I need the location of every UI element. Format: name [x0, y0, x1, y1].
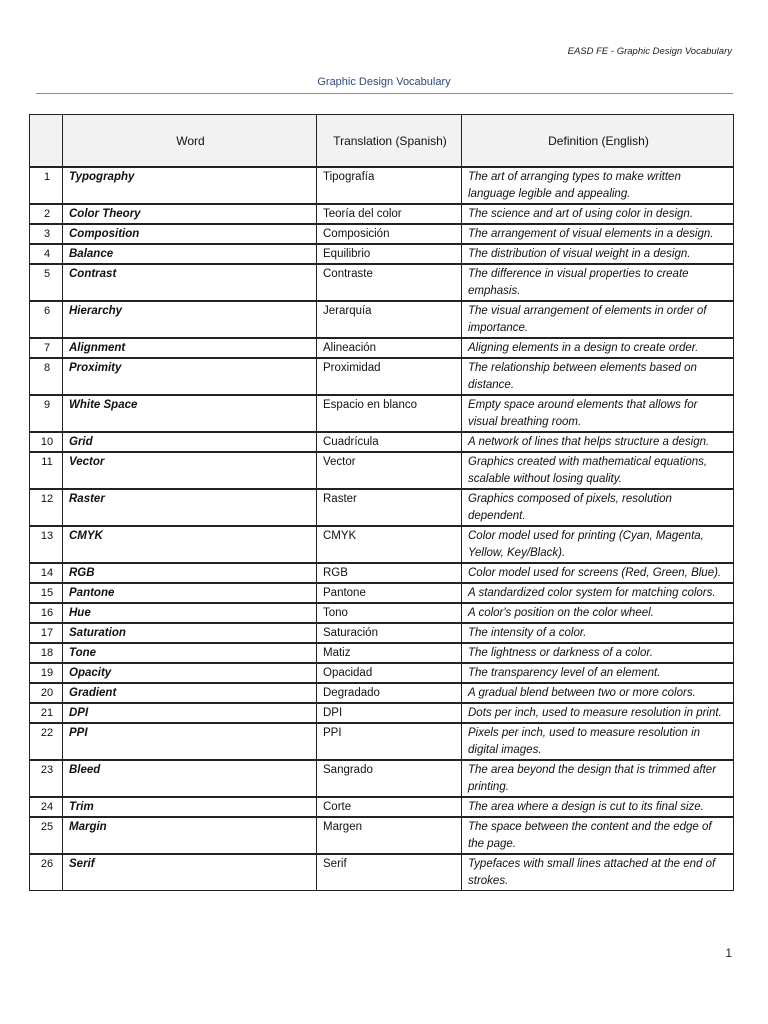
row-number: 4 — [30, 244, 63, 264]
english-definition: The distribution of visual weight in a design. — [462, 244, 734, 264]
spanish-translation: Margen — [317, 817, 462, 854]
row-number: 13 — [30, 526, 63, 563]
vocab-word: CMYK — [63, 526, 317, 563]
table-row — [30, 854, 734, 891]
row-number: 15 — [30, 583, 63, 603]
table-row — [30, 301, 734, 338]
spanish-translation: Saturación — [317, 623, 462, 643]
table-row — [30, 224, 734, 244]
english-definition: The area beyond the design that is trimmed after printing. — [462, 760, 734, 797]
english-definition: The transparency level of an element. — [462, 663, 734, 683]
english-definition: Color model used for screens (Red, Green, Blue). — [462, 563, 734, 583]
table-row — [30, 760, 734, 797]
spanish-translation: DPI — [317, 703, 462, 723]
table-row — [30, 432, 734, 452]
spanish-translation: Raster — [317, 489, 462, 526]
table-row — [30, 395, 734, 432]
table-row — [30, 264, 734, 301]
spanish-translation: PPI — [317, 723, 462, 760]
row-number: 9 — [30, 395, 63, 432]
spanish-translation: Tono — [317, 603, 462, 623]
row-number: 23 — [30, 760, 63, 797]
english-definition: Aligning elements in a design to create order. — [462, 338, 734, 358]
vocab-word: Proximity — [63, 358, 317, 395]
spanish-translation: Composición — [317, 224, 462, 244]
table-row — [30, 489, 734, 526]
vocab-word: Saturation — [63, 623, 317, 643]
english-definition: The difference in visual properties to create emphasis. — [462, 264, 734, 301]
spanish-translation: Corte — [317, 797, 462, 817]
row-number: 22 — [30, 723, 63, 760]
table-header-row — [30, 115, 734, 168]
vocab-word: Bleed — [63, 760, 317, 797]
row-number: 10 — [30, 432, 63, 452]
table-row — [30, 643, 734, 663]
english-definition: Typefaces with small lines attached at the end of strokes. — [462, 854, 734, 891]
english-definition: The visual arrangement of elements in order of importance. — [462, 301, 734, 338]
spanish-translation: Opacidad — [317, 663, 462, 683]
table-row — [30, 338, 734, 358]
english-definition: A gradual blend between two or more colors. — [462, 683, 734, 703]
page-number: 1 — [725, 946, 732, 960]
vocab-word: DPI — [63, 703, 317, 723]
vocab-word: Pantone — [63, 583, 317, 603]
vocab-word: PPI — [63, 723, 317, 760]
row-number: 7 — [30, 338, 63, 358]
spanish-translation: Vector — [317, 452, 462, 489]
vocab-word: Composition — [63, 224, 317, 244]
column-header-definition: Definition (English) — [462, 115, 734, 168]
spanish-translation: Cuadrícula — [317, 432, 462, 452]
row-number: 25 — [30, 817, 63, 854]
table-row — [30, 623, 734, 643]
row-number: 21 — [30, 703, 63, 723]
english-definition: The space between the content and the edge of the page. — [462, 817, 734, 854]
table-row — [30, 603, 734, 623]
table-row — [30, 723, 734, 760]
vocab-word: Hierarchy — [63, 301, 317, 338]
english-definition: A standardized color system for matching colors. — [462, 583, 734, 603]
vocab-word: Trim — [63, 797, 317, 817]
table-row — [30, 683, 734, 703]
spanish-translation: Pantone — [317, 583, 462, 603]
spanish-translation: Espacio en blanco — [317, 395, 462, 432]
row-number: 14 — [30, 563, 63, 583]
row-number: 26 — [30, 854, 63, 891]
spanish-translation: Equilibrio — [317, 244, 462, 264]
vocab-word: Hue — [63, 603, 317, 623]
english-definition: The arrangement of visual elements in a design. — [462, 224, 734, 244]
vocab-word: RGB — [63, 563, 317, 583]
running-header: EASD FE - Graphic Design Vocabulary — [567, 46, 732, 57]
vocab-word: Vector — [63, 452, 317, 489]
row-number: 5 — [30, 264, 63, 301]
spanish-translation: Degradado — [317, 683, 462, 703]
spanish-translation: Tipografía — [317, 167, 462, 204]
vocab-word: Alignment — [63, 338, 317, 358]
vocab-word: Tone — [63, 643, 317, 663]
spanish-translation: Jerarquía — [317, 301, 462, 338]
row-number: 17 — [30, 623, 63, 643]
vocab-word: Grid — [63, 432, 317, 452]
table-body — [30, 167, 734, 891]
title-divider — [36, 93, 733, 94]
column-header-word: Word — [63, 115, 317, 168]
english-definition: Color model used for printing (Cyan, Magenta, Yellow, Key/Black). — [462, 526, 734, 563]
vocab-word: Color Theory — [63, 204, 317, 224]
row-number: 12 — [30, 489, 63, 526]
vocab-word: Contrast — [63, 264, 317, 301]
table-row — [30, 797, 734, 817]
spanish-translation: Proximidad — [317, 358, 462, 395]
english-definition: The intensity of a color. — [462, 623, 734, 643]
row-number: 3 — [30, 224, 63, 244]
row-number: 16 — [30, 603, 63, 623]
table-row — [30, 526, 734, 563]
row-number: 6 — [30, 301, 63, 338]
english-definition: The area where a design is cut to its final size. — [462, 797, 734, 817]
spanish-translation: RGB — [317, 563, 462, 583]
row-number: 8 — [30, 358, 63, 395]
table-row — [30, 817, 734, 854]
spanish-translation: Matiz — [317, 643, 462, 663]
vocab-word: Gradient — [63, 683, 317, 703]
spanish-translation: Teoría del color — [317, 204, 462, 224]
english-definition: A color's position on the color wheel. — [462, 603, 734, 623]
row-number: 1 — [30, 167, 63, 204]
row-number: 11 — [30, 452, 63, 489]
english-definition: Empty space around elements that allows for visual breathing room. — [462, 395, 734, 432]
english-definition: The art of arranging types to make written language legible and appealing. — [462, 167, 734, 204]
row-number: 2 — [30, 204, 63, 224]
spanish-translation: Serif — [317, 854, 462, 891]
english-definition: Graphics composed of pixels, resolution dependent. — [462, 489, 734, 526]
vocab-word: Serif — [63, 854, 317, 891]
english-definition: Dots per inch, used to measure resolution in print. — [462, 703, 734, 723]
vocab-word: Raster — [63, 489, 317, 526]
vocab-word: Typography — [63, 167, 317, 204]
table-row — [30, 563, 734, 583]
table-row — [30, 703, 734, 723]
page-title: Graphic Design Vocabulary — [317, 76, 451, 88]
spanish-translation: Alineación — [317, 338, 462, 358]
row-number: 20 — [30, 683, 63, 703]
vocab-word: Margin — [63, 817, 317, 854]
column-header-translation: Translation (Spanish) — [317, 115, 462, 168]
spanish-translation: Contraste — [317, 264, 462, 301]
vocabulary-table — [29, 114, 734, 891]
table-row — [30, 583, 734, 603]
english-definition: The science and art of using color in design. — [462, 204, 734, 224]
table-row — [30, 358, 734, 395]
english-definition: Graphics created with mathematical equations, scalable without losing quality. — [462, 452, 734, 489]
table-row — [30, 663, 734, 683]
column-header-number — [30, 115, 63, 168]
vocab-word: Balance — [63, 244, 317, 264]
table-row — [30, 204, 734, 224]
english-definition: Pixels per inch, used to measure resolution in digital images. — [462, 723, 734, 760]
table-row — [30, 452, 734, 489]
row-number: 18 — [30, 643, 63, 663]
row-number: 24 — [30, 797, 63, 817]
english-definition: A network of lines that helps structure a design. — [462, 432, 734, 452]
row-number: 19 — [30, 663, 63, 683]
vocab-word: Opacity — [63, 663, 317, 683]
spanish-translation: CMYK — [317, 526, 462, 563]
table-row — [30, 244, 734, 264]
vocab-word: White Space — [63, 395, 317, 432]
english-definition: The lightness or darkness of a color. — [462, 643, 734, 663]
spanish-translation: Sangrado — [317, 760, 462, 797]
english-definition: The relationship between elements based on distance. — [462, 358, 734, 395]
table-row — [30, 167, 734, 204]
